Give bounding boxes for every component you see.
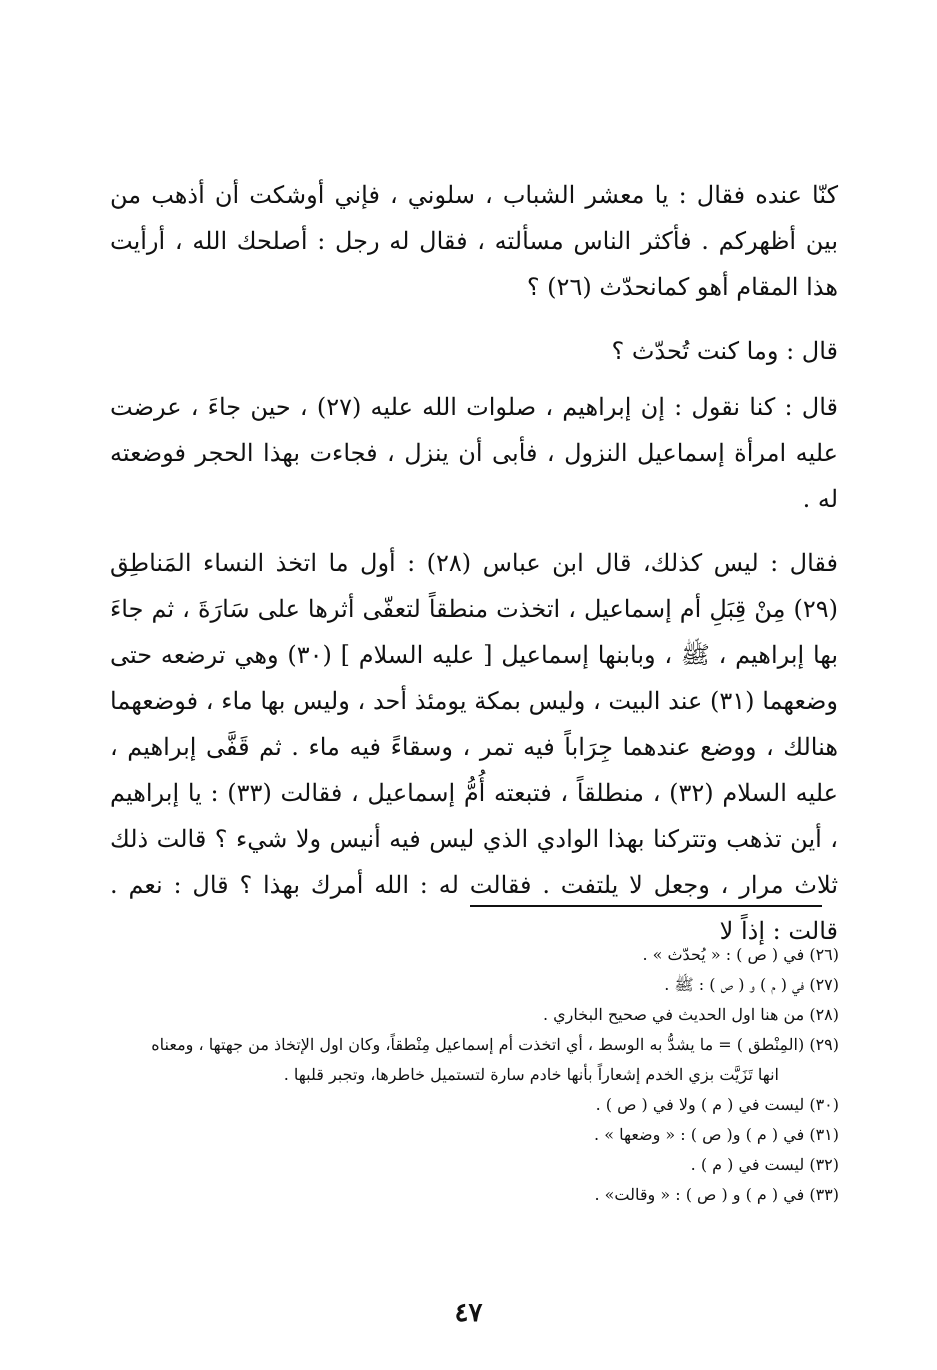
footnote-29: (٢٩) (المِنْطق ) = ما يشدُّ به الوسط ، أي اتخذت أم إسماعيل مِنْطقاً، وكان اول الإتخاذ من جهتها ، ومعناه bbox=[151, 1035, 839, 1054]
paragraph-2: قال : وما كنت تُحدّث ؟ bbox=[611, 337, 838, 365]
page-number: ٤٧ bbox=[454, 1298, 483, 1328]
footnote-32: (٣٢) ليست في ( م ) . bbox=[690, 1155, 839, 1174]
footnote-33: (٣٣) في ( م ) و ( ص ) : « وقالت» . bbox=[594, 1185, 839, 1204]
footnotes bbox=[105, 940, 839, 1210]
paragraph-1: كنّا عنده فقال : يا معشر الشباب ، سلوني ، فإني أوشكت أن أذهب من بين أظهركم . فأكثر الناس مسألته ، فقال له رجل : أصلحك الله ، أرأيت هذا المقام أهو كمانحدّث (٢٦) ؟ bbox=[110, 181, 838, 301]
footnote-29-continued: انها تَزَيَّت بزي الخدم إشعاراً بأنها خادم سارة لتستميل خاطرها، وتجبر قلبها . bbox=[283, 1065, 779, 1084]
footnote-28: (٢٨) من هنا اول الحديث في صحيح البخاري . bbox=[542, 1005, 839, 1024]
footnote-26: (٢٦) في ( ص ) : « يُحدّث » . bbox=[642, 945, 839, 964]
footnote-31: (٣١) في ( م ) و( ص ) : « وضعها » . bbox=[594, 1125, 839, 1144]
footnote-divider bbox=[470, 905, 822, 907]
footnote-30: (٣٠) ليست في ( م ) ولا في ( ص ) . bbox=[595, 1095, 839, 1114]
footnote-27: (٢٧) في ( م ) و ( ص ) : ﷺ . bbox=[664, 975, 839, 994]
main-text bbox=[110, 172, 838, 964]
paragraph-3: قال : كنا نقول : إن إبراهيم ، صلوات الله عليه (٢٧) ، حين جاءَ ، عرضت عليه امرأة إسماعيل النزول ، فأبى أن ينزل ، فجاءت بهذا الحجر فوضعته له . bbox=[110, 393, 838, 513]
paragraph-4: فقال : ليس كذلك، قال ابن عباس (٢٨) : أول ما اتخذ النساء المَناطِق (٢٩) مِنْ قِبَلِ أم إسماعيل ، اتخذت منطقاً لتعفّى أثرها على سَارَةَ ، ثم جاءَ بها إبراهيم ، ﷺ ، وبابنها إسماعيل [ عليه السلام ] (٣٠) وهي ترضعه حتى وضعهما (٣١) عند البيت ، وليس بمكة يومئذ أحد ، وليس بها ماء ، فوضعهما هنالك ، ووضع عندهما جِرَاباً فيه تمر ، وسقاءً فيه ماء . ثم قَفَّى إبراهيم ، عليه السلام (٣٢) ، منطلقاً ، فتبعته أُمُّ إسماعيل ، فقالت (٣٣) : يا إبراهيم ، أين تذهب وتتركنا بهذا الوادي الذي ليس فيه أنيس ولا شيء ؟ قالت ذلك ثلاث مرار ، وجعل لا يلتفت . فقالت له : الله أمرك بهذا ؟ قال : نعم . قالت : إذاً لا bbox=[110, 549, 839, 945]
